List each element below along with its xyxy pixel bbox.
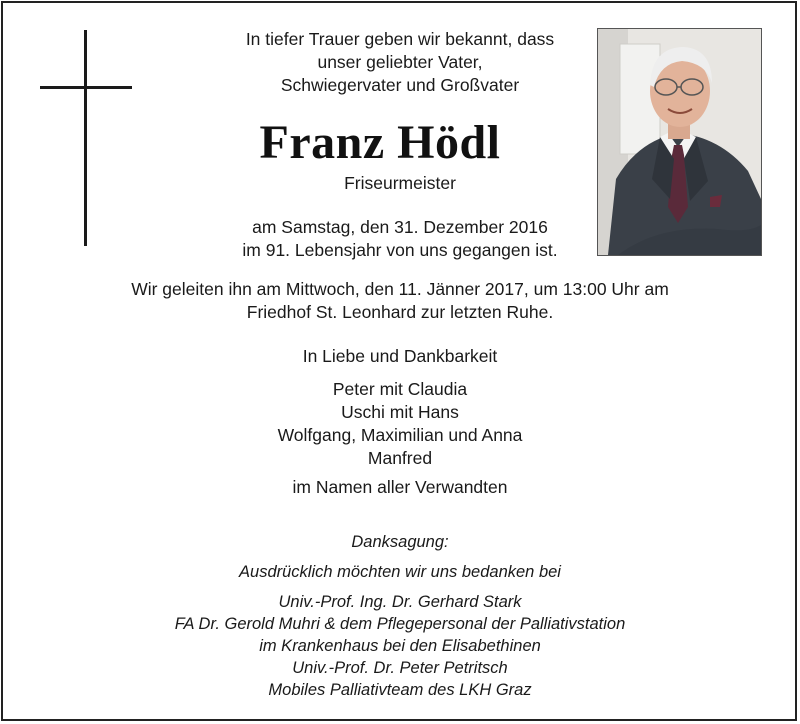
death-line-1: am Samstag, den 31. Dezember 2016 [252,217,548,237]
family-member: Uschi mit Hans [341,402,459,422]
deceased-name: Franz Hödl [259,116,501,169]
greeting: In Liebe und Dankbarkeit [302,346,498,366]
portrait-illustration [598,29,761,255]
thanks-person: Mobiles Palliativteam des LKH Graz [268,681,532,699]
relatives-line: im Namen aller Verwandten [292,477,508,497]
thanks-person: Univ.-Prof. Ing. Dr. Gerhard Stark [278,593,522,611]
intro-line-1: In tiefer Trauer geben wir bekannt, dass [245,29,555,49]
death-line-2: im 91. Lebensjahr von uns gegangen ist. [242,240,558,260]
family-member: Manfred [367,448,433,468]
funeral-line-2: Friedhof St. Leonhard zur letzten Ruhe. [246,302,554,322]
occupation: Friseurmeister [344,173,456,193]
family-member: Wolfgang, Maximilian und Anna [277,425,523,445]
thanks-person: im Krankenhaus bei den Elisabethinen [259,637,541,655]
funeral-line-1: Wir geleiten ihn am Mittwoch, den 11. Jänner 2017, um 13:00 Uhr am [131,279,669,299]
intro-line-2: unser geliebter Vater, [317,52,483,72]
thanks-person: FA Dr. Gerold Muhri & dem Pflegepersonal der Palliativstation [174,615,626,633]
thanks-person: Univ.-Prof. Dr. Peter Petritsch [292,659,508,677]
intro-line-3: Schwiegervater und Großvater [280,75,520,95]
portrait-photo [597,28,762,256]
family-member: Peter mit Claudia [332,379,468,399]
thanks-intro: Ausdrücklich möchten wir uns bedanken bei [239,563,561,581]
thanks-heading: Danksagung: [351,533,449,551]
